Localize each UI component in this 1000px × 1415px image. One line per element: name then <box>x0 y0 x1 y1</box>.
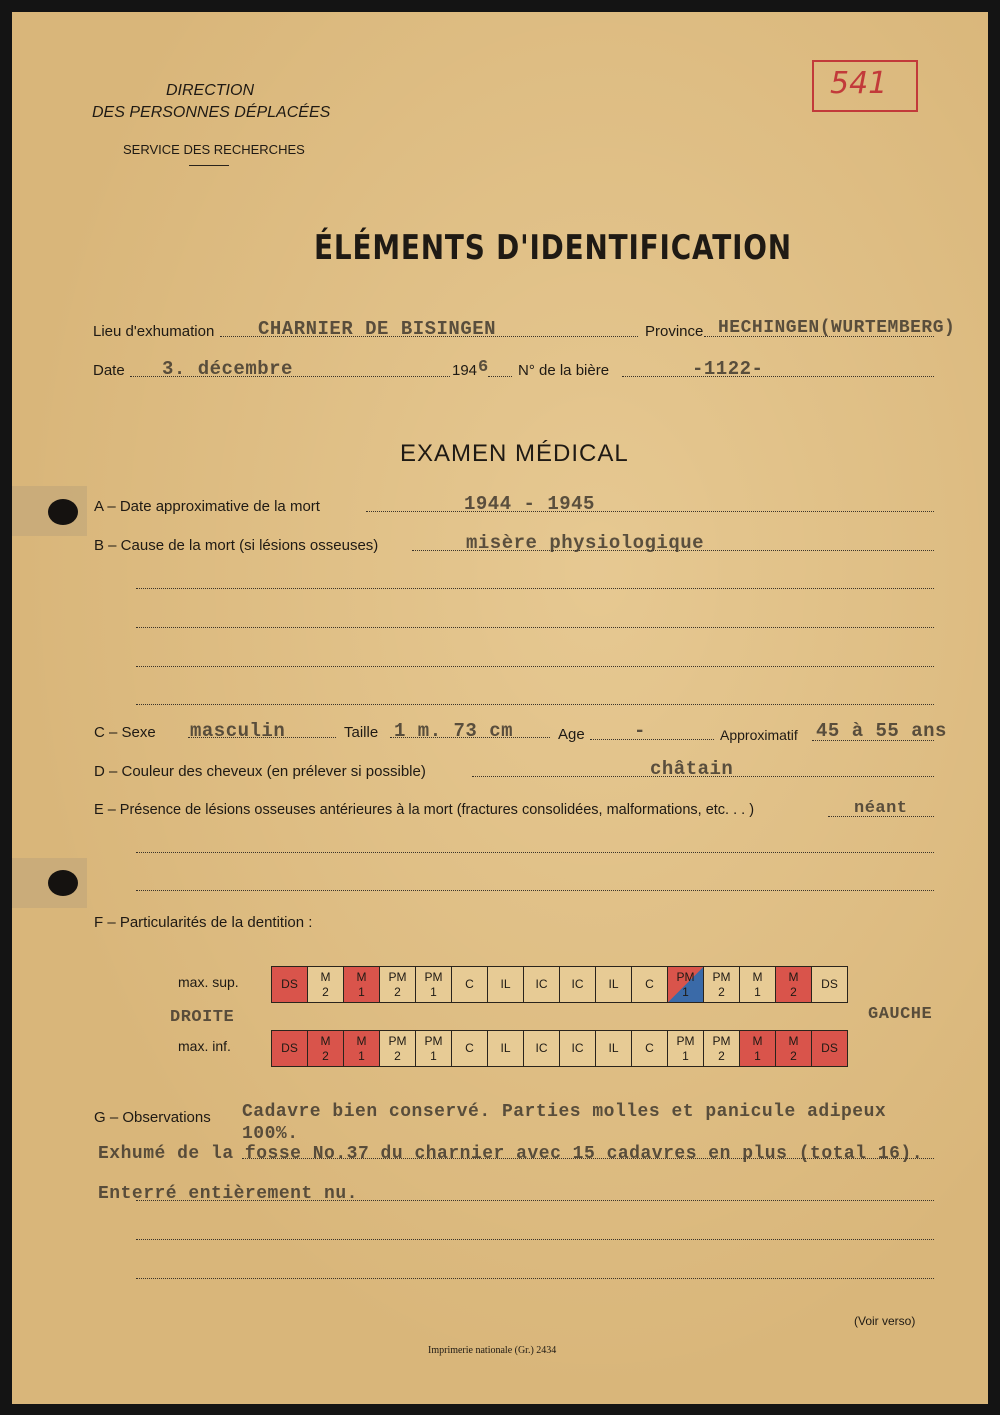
sexe-value: masculin <box>190 720 286 742</box>
biere-value: -1122- <box>692 358 764 380</box>
tooth-type: M <box>788 969 799 984</box>
tooth-number: 1 <box>682 984 689 999</box>
imprimerie: Imprimerie nationale (Gr.) 2434 <box>428 1345 557 1356</box>
lower-tooth-10 <box>631 1030 668 1067</box>
obs-line1b: 100%. <box>242 1124 299 1144</box>
lower-tooth-7 <box>523 1030 560 1067</box>
approx-value: 45 à 55 ans <box>816 720 947 742</box>
province-value: HECHINGEN(WURTEMBERG) <box>718 318 956 338</box>
tooth-type: PM <box>424 969 443 984</box>
f-label: F – Particularités de la dentition : <box>94 914 313 931</box>
dotted-line <box>136 627 934 628</box>
upper-tooth-15 <box>811 966 848 1003</box>
upper-tooth-10 <box>631 966 668 1003</box>
header-personnes: DES PERSONNES DÉPLACÉES <box>92 104 331 121</box>
page-title: ÉLÉMENTS D'IDENTIFICATION <box>314 228 792 268</box>
exam-title: EXAMEN MÉDICAL <box>400 440 629 467</box>
dotted-line <box>488 376 512 377</box>
dotted-line <box>622 376 934 377</box>
lieu-value: CHARNIER DE BISINGEN <box>258 318 497 340</box>
a-value: 1944 - 1945 <box>464 493 595 515</box>
tooth-type: C <box>465 1041 474 1055</box>
tooth-number: 1 <box>754 1048 761 1063</box>
header-rule <box>189 165 229 166</box>
dotted-line <box>136 852 934 853</box>
tooth-type: M <box>356 1033 367 1048</box>
e-label: E – Présence de lésions osseuses antérieures à la mort (fractures consolidées, malformations, etc. . . ) <box>94 802 755 818</box>
tooth-type: IC <box>571 1041 584 1055</box>
upper-teeth-row <box>272 966 848 1003</box>
age-label: Age <box>558 726 585 743</box>
lower-tooth-8 <box>559 1030 596 1067</box>
tooth-type: C <box>645 1041 654 1055</box>
taille-label: Taille <box>344 724 379 741</box>
tooth-number: 1 <box>430 984 437 999</box>
tooth-number: 1 <box>682 1048 689 1063</box>
dotted-line <box>136 1239 934 1240</box>
tooth-type: M <box>752 969 763 984</box>
punch-hole <box>48 870 78 896</box>
number-stamp: 541 <box>812 60 918 112</box>
tooth-type: M <box>788 1033 799 1048</box>
tooth-number: 1 <box>754 984 761 999</box>
lower-teeth-row <box>272 1030 848 1067</box>
province-label: Province <box>645 323 704 340</box>
a-label: A – Date approximative de la mort <box>94 498 320 515</box>
tooth-type: PM <box>712 969 731 984</box>
upper-tooth-8 <box>559 966 596 1003</box>
header-direction: DIRECTION <box>166 82 254 99</box>
upper-tooth-6 <box>487 966 524 1003</box>
tooth-type: C <box>465 977 474 991</box>
tooth-number: 1 <box>358 1048 365 1063</box>
year-prefix: 194 <box>452 362 478 379</box>
tooth-type: C <box>645 977 654 991</box>
lieu-label: Lieu d'exhumation <box>93 323 215 340</box>
g-label: G – Observations <box>94 1109 211 1126</box>
dotted-line <box>136 890 934 891</box>
tooth-number: 2 <box>790 984 797 999</box>
b-value: misère physiologique <box>466 532 705 554</box>
lower-tooth-14 <box>775 1030 812 1067</box>
tooth-type: DS <box>821 1041 838 1055</box>
upper-tooth-12 <box>703 966 740 1003</box>
d-value: châtain <box>650 758 734 780</box>
tooth-type: PM <box>424 1033 443 1048</box>
dotted-line <box>366 511 934 512</box>
d-label: D – Couleur des cheveux (en prélever si possible) <box>94 763 426 780</box>
droite-label: DROITE <box>170 1008 235 1027</box>
b-label: B – Cause de la mort (si lésions osseuses) <box>94 537 379 554</box>
dotted-line <box>136 1278 934 1279</box>
c-label: C – Sexe <box>94 724 156 741</box>
lower-tooth-15 <box>811 1030 848 1067</box>
header-service: SERVICE DES RECHERCHES <box>123 142 305 157</box>
tooth-type: M <box>320 969 331 984</box>
tooth-type: IC <box>535 1041 548 1055</box>
dotted-line <box>136 588 934 589</box>
tooth-type: IL <box>608 1041 619 1055</box>
lower-tooth-0 <box>271 1030 308 1067</box>
taille-value: 1 m. 73 cm <box>394 720 514 742</box>
tooth-number: 2 <box>394 984 401 999</box>
tooth-number: 1 <box>430 1048 437 1063</box>
lower-tooth-6 <box>487 1030 524 1067</box>
biere-label: N° de la bière <box>518 362 610 379</box>
tooth-type: DS <box>821 977 838 991</box>
inf-label: max. inf. <box>178 1038 231 1054</box>
tooth-type: PM <box>388 1033 407 1048</box>
upper-tooth-9 <box>595 966 632 1003</box>
tooth-number: 2 <box>718 984 725 999</box>
voir-verso: (Voir verso) <box>854 1314 916 1328</box>
date-label: Date <box>93 362 125 379</box>
tooth-number: 2 <box>790 1048 797 1063</box>
tooth-type: M <box>356 969 367 984</box>
e-value: néant <box>854 799 908 818</box>
tooth-type: PM <box>676 969 695 984</box>
obs-line1: Cadavre bien conservé. Parties molles et panicule adipeux <box>242 1102 887 1122</box>
upper-tooth-0 <box>271 966 308 1003</box>
upper-tooth-1 <box>307 966 344 1003</box>
lower-tooth-13 <box>739 1030 776 1067</box>
dotted-line <box>590 739 714 740</box>
approx-label: Approximatif <box>720 727 798 743</box>
lower-tooth-2 <box>343 1030 380 1067</box>
upper-tooth-2 <box>343 966 380 1003</box>
upper-tooth-3 <box>379 966 416 1003</box>
lower-tooth-1 <box>307 1030 344 1067</box>
dotted-line <box>136 666 934 667</box>
upper-tooth-5 <box>451 966 488 1003</box>
tooth-type: IC <box>535 977 548 991</box>
gauche-label: GAUCHE <box>868 1005 933 1024</box>
tooth-type: PM <box>388 969 407 984</box>
punch-hole <box>48 499 78 525</box>
tooth-number: 2 <box>322 984 329 999</box>
tooth-number: 2 <box>394 1048 401 1063</box>
date-value: 3. décembre <box>162 358 293 380</box>
age-value: - <box>634 720 646 742</box>
upper-tooth-11 <box>667 966 704 1003</box>
upper-tooth-4 <box>415 966 452 1003</box>
tooth-type: IL <box>500 977 511 991</box>
dotted-line <box>136 704 934 705</box>
upper-tooth-13 <box>739 966 776 1003</box>
tooth-type: DS <box>281 977 298 991</box>
tooth-number: 1 <box>358 984 365 999</box>
tooth-type: IL <box>608 977 619 991</box>
year-suffix: 6 <box>478 358 489 377</box>
upper-tooth-14 <box>775 966 812 1003</box>
sup-label: max. sup. <box>178 974 239 990</box>
lower-tooth-12 <box>703 1030 740 1067</box>
tooth-type: IL <box>500 1041 511 1055</box>
tooth-type: M <box>752 1033 763 1048</box>
lower-tooth-3 <box>379 1030 416 1067</box>
tooth-type: M <box>320 1033 331 1048</box>
tooth-number: 2 <box>718 1048 725 1063</box>
upper-tooth-7 <box>523 966 560 1003</box>
lower-tooth-11 <box>667 1030 704 1067</box>
document-page <box>12 12 988 1404</box>
obs-line3: Enterré entièrement nu. <box>98 1184 358 1204</box>
lower-tooth-9 <box>595 1030 632 1067</box>
tooth-type: PM <box>676 1033 695 1048</box>
lower-tooth-5 <box>451 1030 488 1067</box>
tooth-type: IC <box>571 977 584 991</box>
tooth-type: DS <box>281 1041 298 1055</box>
tooth-type: PM <box>712 1033 731 1048</box>
obs-line2: Exhumé de la fosse No.37 du charnier avec 15 cadavres en plus (total 16). <box>98 1144 924 1164</box>
tooth-number: 2 <box>322 1048 329 1063</box>
lower-tooth-4 <box>415 1030 452 1067</box>
